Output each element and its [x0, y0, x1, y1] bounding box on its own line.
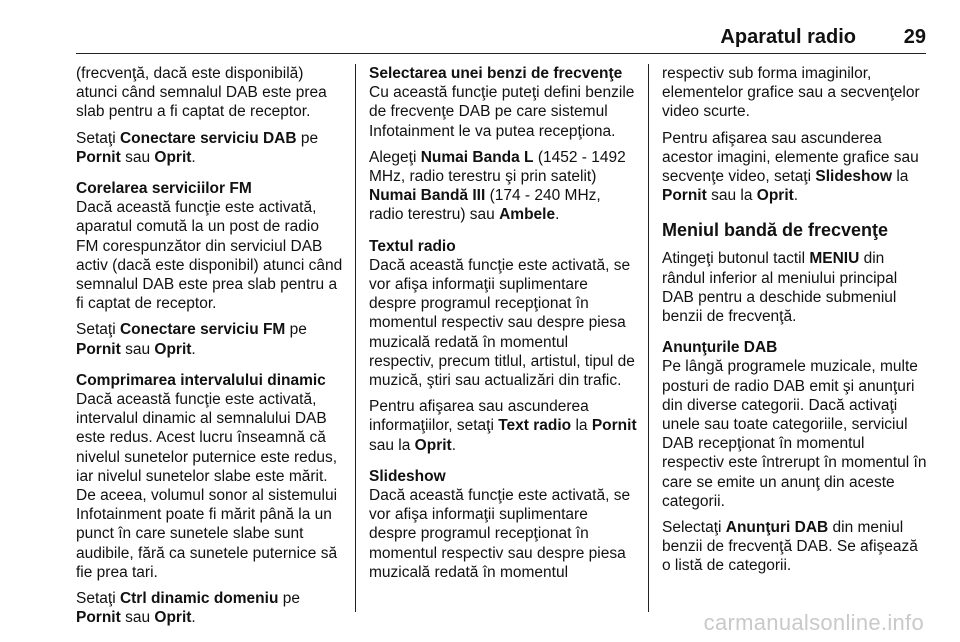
setting-name: Ctrl dinamic domeniu: [119, 590, 279, 608]
option-off: Oprit: [414, 436, 452, 454]
section-heading: Textul radio: [369, 237, 456, 255]
menu-button-label: MENIU: [809, 250, 860, 268]
paragraph: Selectaţi Anunţuri DAB din meniul benzii de frecvenţă DAB. Se afişează o listă de categorii.: [662, 519, 918, 575]
section-heading: Selectarea unei benzi de frecvenţe: [369, 65, 623, 82]
option-l-band: Numai Banda L: [420, 148, 534, 166]
setting-name: Conectare serviciu DAB: [119, 129, 297, 147]
paragraph: Atingeţi butonul tactil MENIU din rândul inferior al meniului principal DAB pentru a deschide submeniul benzii de frecvenţă.: [662, 250, 898, 326]
option-on: Pornit: [662, 187, 707, 205]
option-off: Oprit: [154, 609, 192, 627]
setting-instruction: Setaţi Conectare serviciu DAB pe Pornit sau Oprit.: [76, 129, 319, 166]
option-on: Pornit: [591, 417, 637, 435]
section-heading: Comprimarea intervalului dinamic: [76, 371, 326, 389]
section-heading-large: Meniul bandă de frecvenţe: [662, 220, 889, 241]
header-divider: [76, 53, 926, 54]
column-divider: [355, 64, 356, 612]
option-off: Oprit: [154, 148, 192, 166]
option-on: Pornit: [76, 148, 121, 166]
page-header: [76, 22, 926, 56]
menu-item-label: Anunţuri DAB: [725, 519, 829, 537]
option-on: Pornit: [76, 609, 121, 627]
option-band-iii: Numai Bandă III: [369, 187, 486, 205]
setting-instruction: Setaţi Conectare serviciu FM pe Pornit sau Oprit.: [76, 321, 307, 358]
paragraph: Cu această funcţie puteţi defini benzile de frecvenţe DAB pe care sistemul Infotainment le va putea recepţiona.: [369, 84, 635, 140]
page-number: 29: [903, 26, 926, 48]
section-heading: Anunţurile DAB: [662, 339, 778, 357]
paragraph: Dacă această funcţie este activată, se vor afişa informaţii suplimentare despre programul recepţionat în momentul respectiv sau despre piesa muzicală redată în momentul respectiv, precum titlul, artistul, tipul de muzică, ştiri sau actualizări din trafic.: [369, 256, 635, 390]
option-on: Pornit: [76, 340, 121, 358]
option-off: Oprit: [154, 340, 192, 358]
paragraph: Dacă această funcţie este activată, aparatul comută la un post de radio FM corespunzător din serviciul DAB activ (dacă este disponibil) atunci când semnalul DAB este prea slab pentru a fi captat de receptor.: [76, 199, 343, 313]
setting-instruction: Setaţi Ctrl dinamic domeniu pe Pornit sau Oprit.: [76, 590, 300, 627]
column-1: [76, 64, 344, 634]
paragraph: (frecvenţă, dacă este disponibilă) atunci când semnalul DAB este prea slab pentru a fi captat de receptor.: [76, 65, 327, 121]
setting-instruction: Pentru afişarea sau ascunderea acestor imagini, elemente grafice sau secvenţe video, setaţi Slideshow la Pornit sau la Oprit.: [662, 129, 919, 205]
setting-name: Slideshow: [815, 168, 893, 186]
section-heading: Corelarea serviciilor FM: [76, 180, 252, 198]
section-title: Aparatul radio: [720, 26, 856, 48]
option-off: Oprit: [756, 187, 794, 205]
setting-instruction: Alegeţi Numai Banda L (1452 - 1492 MHz, radio terestru şi prin satelit) Numai Bandă III (174 - 240 MHz, radio terestru) sau Ambele.: [369, 148, 626, 224]
paragraph: Pe lângă programele muzicale, multe posturi de radio DAB emit şi anunţuri din diverse categorii. Dacă activaţi unele sau toate categoriile, serviciul DAB recepţionat în momentul respectiv este întrerupt în momentul în care se emite un anunţ din aceste categorii.: [662, 358, 927, 510]
setting-name: Text radio: [498, 417, 572, 435]
paragraph: respectiv sub forma imaginilor, elementelor grafice sau a secvenţelor video scurte.: [662, 65, 920, 121]
setting-name: Conectare serviciu FM: [119, 321, 286, 339]
watermark: carmanualsonline.info: [703, 610, 924, 635]
option-both: Ambele: [499, 206, 556, 224]
section-heading: Slideshow: [369, 467, 446, 485]
setting-instruction: Pentru afişarea sau ascunderea informaţiilor, setaţi Text radio la Pornit sau la Oprit.: [369, 398, 637, 454]
column-divider: [648, 64, 649, 612]
paragraph: Dacă această funcţie este activată, se vor afişa informaţii suplimentare despre programul recepţionat în momentul respectiv sau despre piesa muzicală redată în momentul: [369, 487, 631, 581]
column-3: [662, 64, 930, 583]
paragraph: Dacă această funcţie este activată, intervalul dinamic al semnalului DAB este redus. Acest lucru înseamnă că nivelul sunetelor puternice este redus, iar nivelul sunetelor slabe este mărit. De aceea, volumul sonor al sistemului Infotainment poate fi mărit până la un punct în care sunetele slabe sunt audibile, fără ca sunetele puternice să fie prea tari.: [76, 391, 338, 581]
column-2: [369, 64, 637, 589]
